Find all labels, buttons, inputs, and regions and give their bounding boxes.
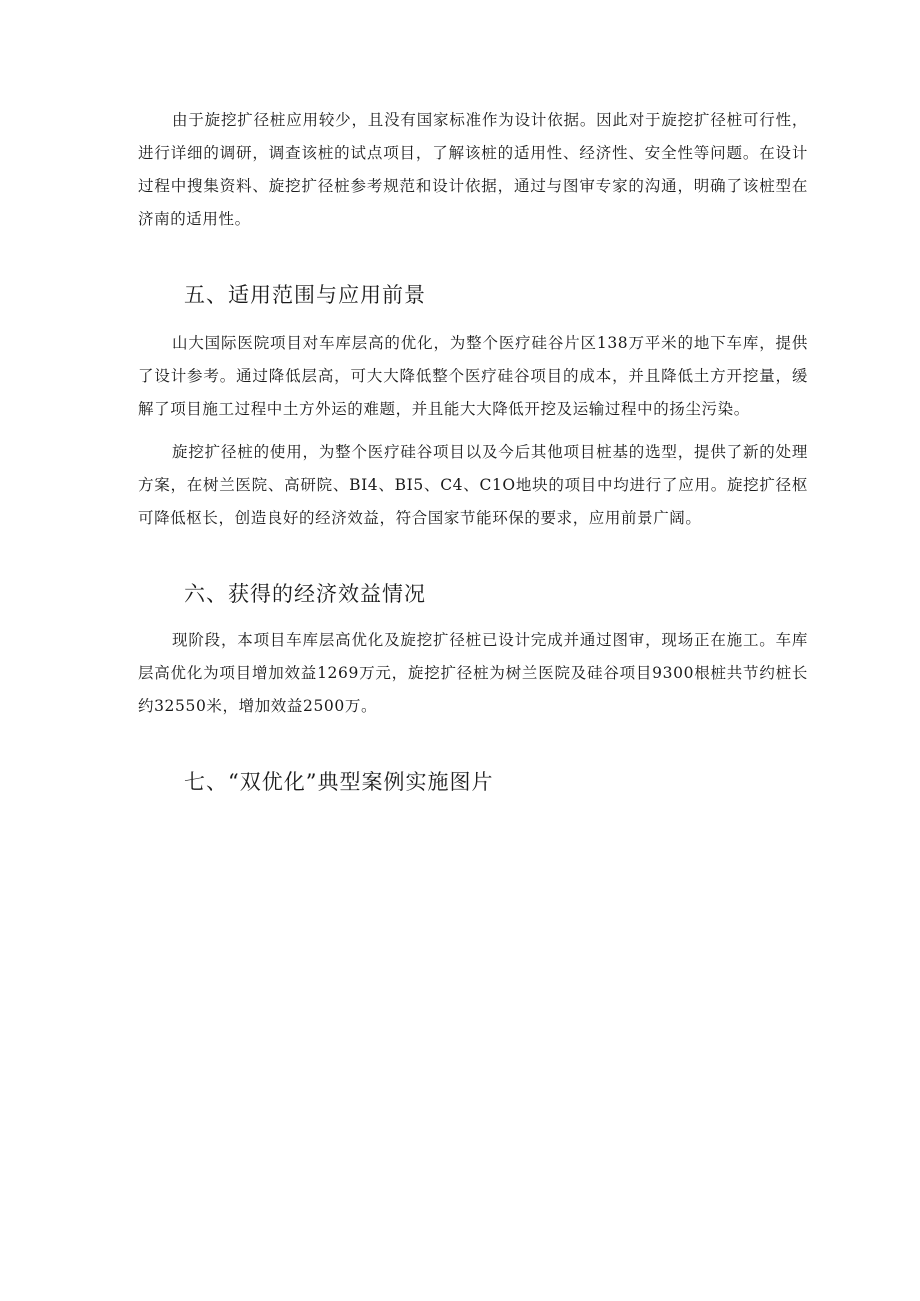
section-five-paragraph-1: 山大国际医院项目对车库层高的优化，为整个医疗硅谷片区138万平米的地下车库，提供了设计参考。通过降低层高，可大大降低整个医疗硅谷项目的成本，并且降低土方开挖量，缓解了项目施工过程中土方外运的难题，并且能大大降低开挖及运输过程中的扬尘污染。 xyxy=(138,334,808,418)
section-six-paragraph-1: 现阶段，本项目车库层高优化及旋挖扩径桩已设计完成并通过图审，现场正在施工。车库层高优化为项目增加效益1269万元，旋挖扩径桩为树兰医院及硅谷项目9300根桩共节约桩长约32550米，增加效益2500万。 xyxy=(138,631,808,715)
section-five-paragraph-2: 旋挖扩径桩的使用，为整个医疗硅谷项目以及今后其他项目桩基的选型，提供了新的处理方案，在树兰医院、高研院、BI4、BI5、C4、C1O地块的项目中均进行了应用。旋挖扩径枢可降低枢长，创造良好的经济效益，符合国家节能环保的要求，应用前景广阔。 xyxy=(138,443,808,527)
section-six-heading: 六、获得的经济效益情况 xyxy=(184,582,426,606)
section-seven-heading: 七、“双优化”典型案例实施图片 xyxy=(184,770,494,794)
section-five-heading: 五、适用范围与应用前景 xyxy=(184,283,426,307)
document-page xyxy=(138,104,808,797)
intro-paragraph: 由于旋挖扩径桩应用较少，且没有国家标准作为设计依据。因此对于旋挖扩径桩可行性，进行详细的调研，调查该桩的试点项目，了解该桩的适用性、经济性、安全性等问题。在设计过程中搜集资料、旋挖扩径桩参考规范和设计依据，通过与图审专家的沟通，明确了该桩型在济南的适用性。 xyxy=(138,111,808,228)
